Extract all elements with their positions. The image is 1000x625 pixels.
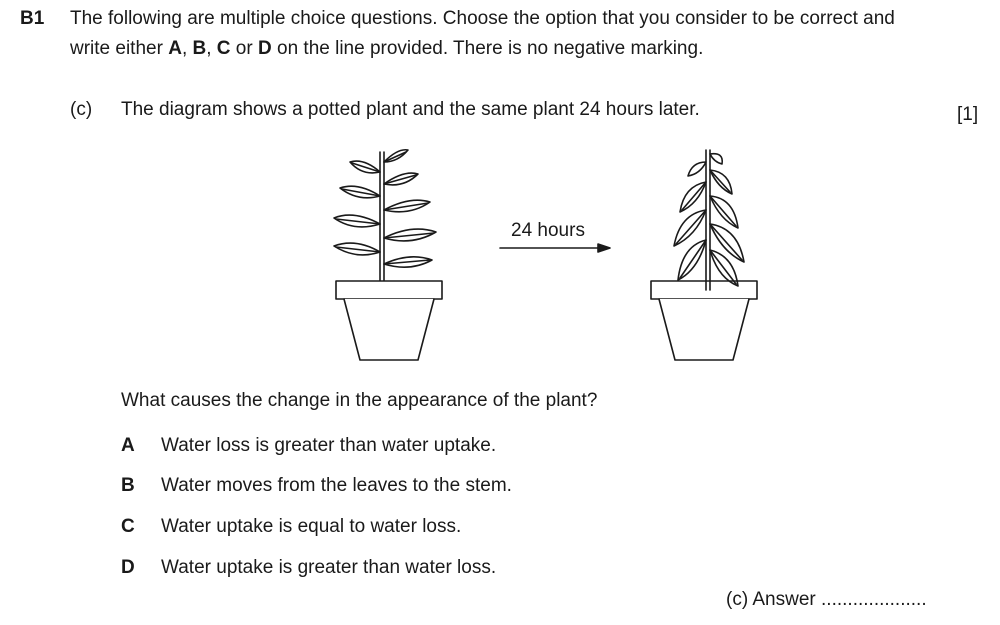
plant-diagram	[320, 140, 780, 380]
answer-label: (c) Answer	[726, 589, 822, 610]
answer-blank[interactable]: ....................	[821, 589, 927, 610]
option-a-letter: A	[121, 435, 135, 456]
option-b-text: Water moves from the leaves to the stem.	[161, 475, 512, 496]
option-c-text: Water uptake is equal to water loss.	[161, 516, 462, 537]
question-prompt: What causes the change in the appearance of the plant?	[121, 390, 598, 411]
separator: ,	[206, 38, 217, 59]
option-letter-a: A	[168, 38, 182, 59]
instructions-text: on the line provided. There is no negative marking.	[271, 38, 704, 59]
arrow-label: 24 hours	[511, 220, 585, 241]
conjunction: or	[230, 38, 258, 59]
time-arrow	[500, 244, 610, 252]
separator: ,	[181, 38, 193, 59]
option-d-letter: D	[121, 557, 135, 578]
option-c-letter: C	[121, 516, 135, 537]
plant-diagram-svg	[320, 140, 780, 375]
option-d-text: Water uptake is greater than water loss.	[161, 557, 497, 578]
instructions-line-1: The following are multiple choice questions. Choose the option that you consider to be correct and	[70, 8, 895, 29]
option-b-letter: B	[121, 475, 135, 496]
part-label: (c)	[70, 99, 93, 120]
instructions-text: write either	[70, 38, 169, 59]
part-stem: The diagram shows a potted plant and the same plant 24 hours later.	[121, 99, 700, 120]
answer-line[interactable]	[726, 589, 927, 611]
option-letter-c: C	[216, 38, 231, 59]
instructions-line-2	[70, 38, 703, 60]
wilted-plant	[651, 150, 757, 360]
option-a-text: Water loss is greater than water uptake.	[161, 435, 497, 456]
marks-indicator: [1]	[957, 104, 979, 125]
healthy-plant	[334, 150, 442, 360]
option-letter-d: D	[257, 38, 272, 59]
option-letter-b: B	[192, 38, 207, 59]
question-number: B1	[20, 8, 45, 29]
